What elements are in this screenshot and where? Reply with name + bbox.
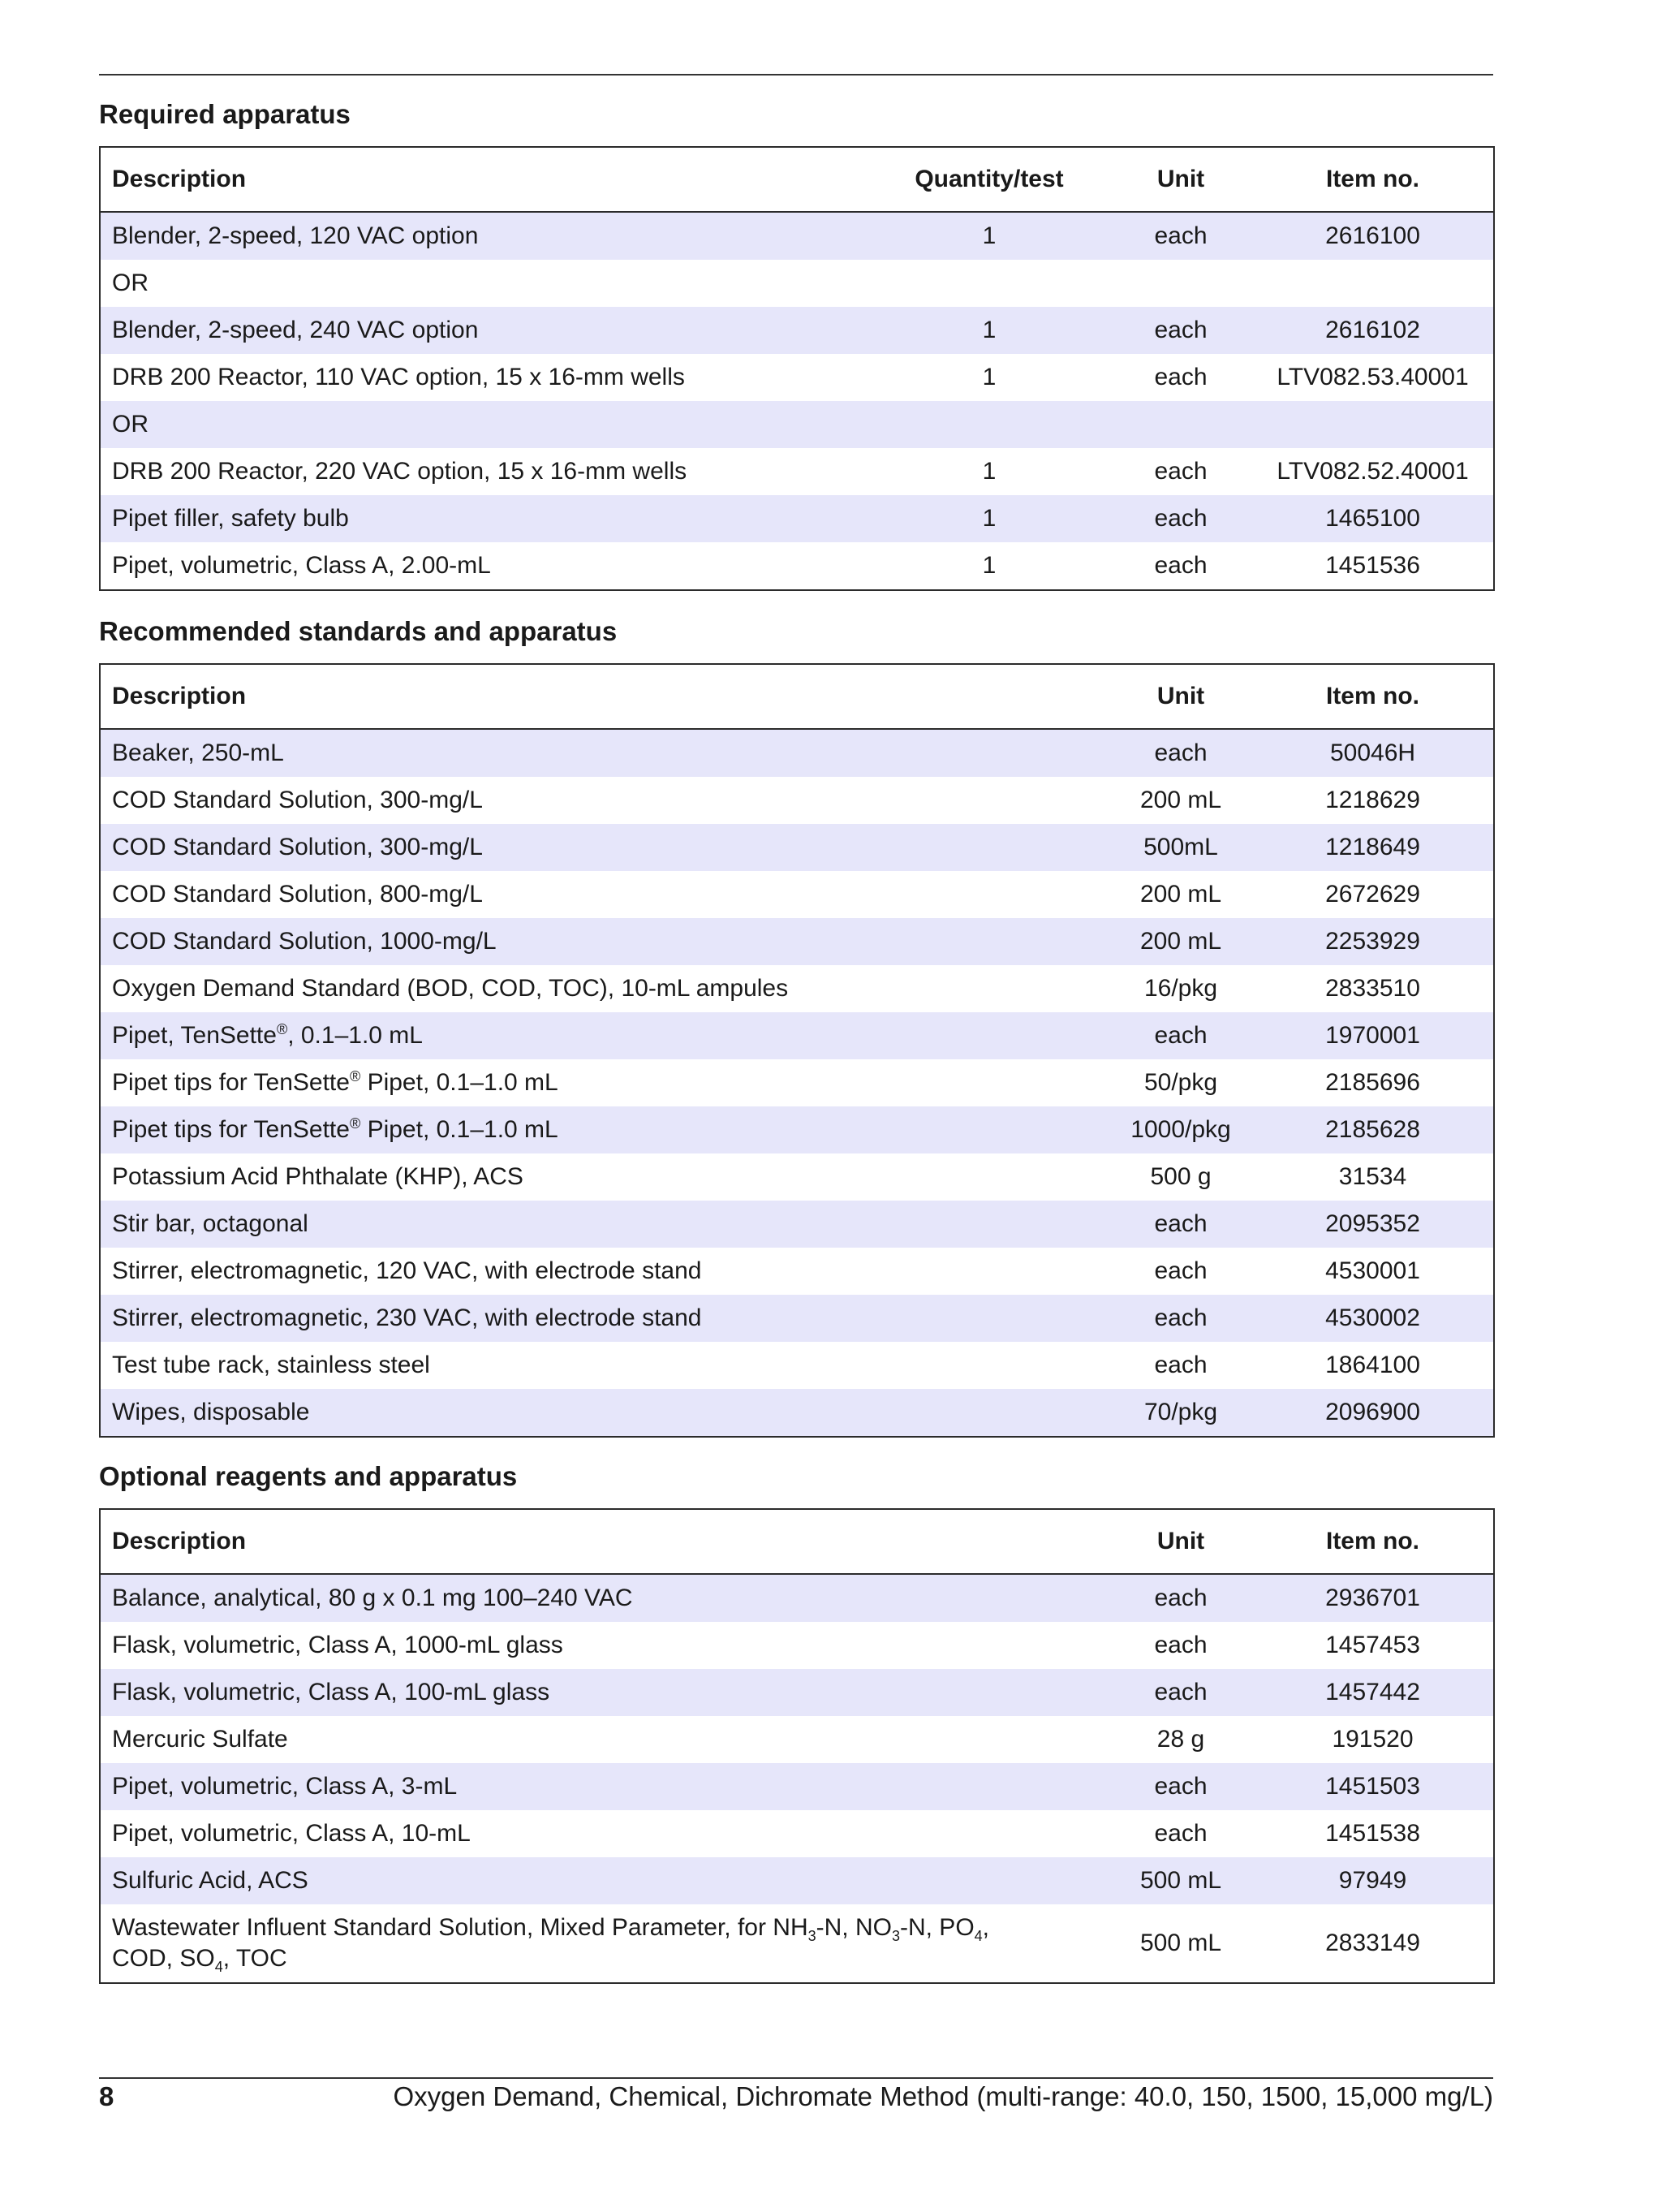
subscript: 3 (891, 1928, 900, 1944)
cell-quantity: 1 (982, 552, 997, 579)
cell-description: Pipet, volumetric, Class A, 2.00-mL (112, 552, 491, 579)
cell-description: Pipet, volumetric, Class A, 3-mL (100, 1763, 1109, 1810)
cell-unit: each (1109, 1763, 1252, 1810)
footer-rule (99, 2077, 1493, 2079)
cell-description: COD Standard Solution, 300-mg/L (100, 824, 1109, 871)
cell-item (1252, 260, 1494, 307)
description-text: Pipet, TenSette (112, 1022, 277, 1049)
cell-quantity: 1 (982, 364, 997, 390)
table-row (100, 1059, 1494, 1106)
cell-unit: 1000/pkg (1109, 1106, 1252, 1153)
table-row (100, 871, 1494, 918)
cell-description: COD Standard Solution, 800-mg/L (112, 881, 483, 908)
cell-unit: each (1109, 1574, 1252, 1622)
table-row (100, 260, 1494, 307)
cell-unit: each (1109, 729, 1252, 777)
cell-description: DRB 200 Reactor, 220 VAC option, 15 x 16-mm wells (112, 458, 687, 485)
cell-item: 2185696 (1325, 1069, 1420, 1096)
cell-description: OR (112, 269, 149, 296)
cell-unit (1109, 260, 1252, 307)
table-row (100, 1622, 1494, 1669)
cell-unit: 200 mL (1139, 787, 1222, 813)
description-text: , TOC (222, 1945, 287, 1972)
cell-unit: 16/pkg (1143, 975, 1218, 1002)
cell-description: Beaker, 250-mL (100, 729, 1109, 777)
column-header-description: Description (100, 1509, 1109, 1574)
description-text: -N, NO (816, 1914, 892, 1941)
subscript: 4 (214, 1959, 223, 1975)
table-row (100, 495, 1494, 542)
cell-description: Stirrer, electromagnetic, 230 VAC, with electrode stand (100, 1295, 1109, 1342)
cell-item: 1457442 (1252, 1669, 1494, 1716)
cell-unit: each (1154, 1257, 1208, 1284)
column-header-quantity: Quantity/test (869, 147, 1109, 212)
cell-unit: each (1154, 458, 1208, 485)
description-text: Wastewater Influent Standard Solution, Mixed Parameter, for NH (112, 1914, 808, 1941)
table-row (100, 1810, 1494, 1857)
section-title-required: Required apparatus (99, 99, 351, 129)
cell-description: Stir bar, octagonal (100, 1201, 1109, 1248)
table-row (100, 1763, 1494, 1810)
cell-description: Oxygen Demand Standard (BOD, COD, TOC), 10-mL ampules (112, 975, 789, 1002)
cell-description: Blender, 2-speed, 240 VAC option (100, 307, 869, 354)
cell-quantity: 1 (982, 458, 997, 485)
recommended-standards-table (99, 663, 1495, 1438)
cell-item: 2833149 (1325, 1930, 1420, 1956)
cell-item: 97949 (1252, 1857, 1494, 1904)
cell-item: 1451538 (1325, 1820, 1420, 1847)
table-row (100, 777, 1494, 824)
table-row (100, 1106, 1494, 1153)
page-number: 8 (99, 2081, 114, 2111)
column-header-unit: Unit (1109, 147, 1252, 212)
cell-description: Blender, 2-speed, 120 VAC option (100, 212, 869, 260)
cell-description: Potassium Acid Phthalate (KHP), ACS (112, 1163, 523, 1190)
cell-quantity: 1 (869, 212, 1109, 260)
cell-unit: each (1154, 364, 1208, 390)
description-text: Pipet, 0.1–1.0 mL (360, 1116, 558, 1143)
section-title-optional: Optional reagents and apparatus (99, 1461, 518, 1491)
cell-item: LTV082.52.40001 (1277, 458, 1469, 485)
column-header-unit: Unit (1109, 664, 1252, 729)
cell-description: Sulfuric Acid, ACS (100, 1857, 1109, 1904)
cell-description: Balance, analytical, 80 g x 0.1 mg 100–240 VAC (100, 1574, 1109, 1622)
cell-item: LTV082.53.40001 (1277, 364, 1469, 390)
table-row (100, 1716, 1494, 1763)
column-header-item: Item no. (1252, 147, 1494, 212)
cell-description: COD Standard Solution, 1000-mg/L (100, 918, 1109, 965)
cell-description: DRB 200 Reactor, 110 VAC option, 15 x 16-mm wells (112, 364, 685, 390)
cell-quantity (869, 260, 1109, 307)
cell-item: 50046H (1252, 729, 1494, 777)
table-row (100, 1342, 1494, 1389)
subscript: 4 (974, 1928, 983, 1944)
cell-description: OR (100, 401, 869, 448)
table-header-row (100, 664, 1494, 729)
cell-description: Test tube rack, stainless steel (112, 1352, 430, 1378)
table-row (100, 965, 1494, 1012)
cell-unit: 200 mL (1139, 881, 1222, 908)
table-row (100, 401, 1494, 448)
cell-unit: each (1154, 1352, 1208, 1378)
cell-item: 2833510 (1325, 975, 1420, 1002)
description-text: , (982, 1914, 990, 1941)
cell-item: 2936701 (1252, 1574, 1494, 1622)
column-header-description: Description (100, 664, 1109, 729)
cell-quantity: 1 (869, 307, 1109, 354)
column-header-item: Item no. (1252, 1509, 1494, 1574)
cell-unit: each (1109, 212, 1252, 260)
cell-unit: each (1109, 1012, 1252, 1059)
description-text: , 0.1–1.0 mL (287, 1022, 423, 1049)
cell-description (100, 1012, 1109, 1059)
table-row (100, 542, 1494, 590)
cell-item: 1970001 (1252, 1012, 1494, 1059)
registered-mark: ® (349, 1115, 361, 1132)
cell-description: Wipes, disposable (100, 1389, 1109, 1437)
cell-description: Stirrer, electromagnetic, 120 VAC, with electrode stand (112, 1257, 702, 1284)
cell-item: 4530002 (1252, 1295, 1494, 1342)
table-row (100, 1904, 1494, 1983)
table-row (100, 1857, 1494, 1904)
table-row (100, 1389, 1494, 1437)
cell-description: Pipet, volumetric, Class A, 10-mL (112, 1820, 471, 1847)
cell-unit: each (1109, 1669, 1252, 1716)
table-row (100, 1153, 1494, 1201)
cell-unit: 500 mL (1139, 1930, 1222, 1956)
cell-description: Flask, volumetric, Class A, 100-mL glass (100, 1669, 1109, 1716)
section-title-recommended: Recommended standards and apparatus (99, 616, 618, 646)
cell-unit: 200 mL (1109, 918, 1252, 965)
cell-quantity (869, 401, 1109, 448)
cell-unit: each (1154, 1820, 1208, 1847)
cell-unit: each (1109, 1295, 1252, 1342)
page-footer (99, 2080, 1493, 2113)
cell-unit: 70/pkg (1109, 1389, 1252, 1437)
cell-unit: each (1154, 552, 1208, 579)
cell-item: 1218629 (1325, 787, 1420, 813)
cell-description (100, 1059, 1109, 1106)
table-row (100, 918, 1494, 965)
column-header-item: Item no. (1252, 664, 1494, 729)
description-text: Pipet tips for TenSette (112, 1116, 350, 1143)
table-row (100, 729, 1494, 777)
cell-unit: 500 g (1150, 1163, 1212, 1190)
registered-mark: ® (349, 1068, 361, 1084)
header-rule (99, 74, 1493, 75)
cell-item: 31534 (1338, 1163, 1407, 1190)
cell-item: 2185628 (1252, 1106, 1494, 1153)
cell-unit: each (1109, 495, 1252, 542)
cell-item: 191520 (1332, 1726, 1414, 1753)
cell-item (1252, 401, 1494, 448)
table-row (100, 1248, 1494, 1295)
cell-unit: each (1154, 1632, 1208, 1658)
table-row (100, 448, 1494, 495)
cell-unit: 500mL (1109, 824, 1252, 871)
cell-item: 1451536 (1325, 552, 1420, 579)
table-row (100, 1669, 1494, 1716)
cell-item: 4530001 (1325, 1257, 1420, 1284)
cell-item: 1451503 (1252, 1763, 1494, 1810)
description-text: -N, PO (899, 1914, 975, 1941)
cell-unit: 500 mL (1109, 1857, 1252, 1904)
cell-description: Flask, volumetric, Class A, 1000-mL glass (112, 1632, 563, 1658)
description-text: Pipet, 0.1–1.0 mL (360, 1069, 558, 1096)
cell-quantity: 1 (869, 495, 1109, 542)
table-row (100, 1201, 1494, 1248)
table-row (100, 1012, 1494, 1059)
cell-unit: each (1109, 307, 1252, 354)
cell-item: 2616102 (1252, 307, 1494, 354)
table-row (100, 1574, 1494, 1622)
cell-description (100, 1106, 1109, 1153)
cell-description: COD Standard Solution, 300-mg/L (112, 787, 483, 813)
cell-item: 1864100 (1325, 1352, 1420, 1378)
cell-unit: 50/pkg (1143, 1069, 1218, 1096)
column-header-description: Description (100, 147, 869, 212)
required-apparatus-table (99, 146, 1495, 591)
cell-unit: 28 g (1156, 1726, 1205, 1753)
table-header-row (100, 1509, 1494, 1574)
table-row (100, 1295, 1494, 1342)
document-title: Oxygen Demand, Chemical, Dichromate Method (multi-range: 40.0, 150, 1500, 15,000 mg/L) (393, 2081, 1493, 2111)
cell-item: 2096900 (1252, 1389, 1494, 1437)
optional-reagents-table (99, 1508, 1495, 1984)
table-row (100, 307, 1494, 354)
cell-item: 1465100 (1252, 495, 1494, 542)
cell-description: Pipet filler, safety bulb (100, 495, 869, 542)
table-row (100, 212, 1494, 260)
cell-description (100, 1904, 1109, 1983)
description-text: COD, SO (112, 1945, 215, 1972)
table-row (100, 354, 1494, 401)
cell-description: Mercuric Sulfate (112, 1726, 288, 1753)
cell-item: 2616100 (1252, 212, 1494, 260)
column-header-unit: Unit (1109, 1509, 1252, 1574)
cell-item: 2095352 (1252, 1201, 1494, 1248)
description-text: Pipet tips for TenSette (112, 1069, 350, 1096)
table-row (100, 824, 1494, 871)
cell-item: 2253929 (1252, 918, 1494, 965)
registered-mark: ® (276, 1021, 288, 1037)
cell-unit (1109, 401, 1252, 448)
cell-item: 1457453 (1325, 1632, 1420, 1658)
cell-unit: each (1109, 1201, 1252, 1248)
cell-item: 2672629 (1325, 881, 1420, 908)
table-header-row (100, 147, 1494, 212)
subscript: 3 (807, 1928, 816, 1944)
cell-item: 1218649 (1252, 824, 1494, 871)
